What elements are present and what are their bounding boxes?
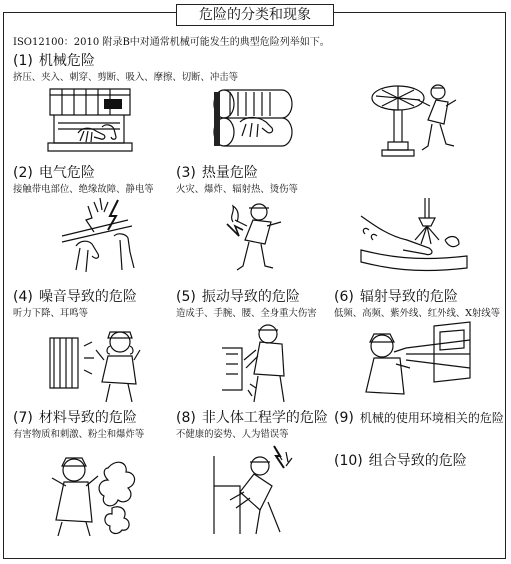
category-name: 噪音导致的危险 — [38, 289, 137, 305]
page-title: 危险的分类和现象 — [176, 4, 334, 26]
press-machine-illustration — [44, 85, 136, 157]
category-vibration — [176, 289, 317, 320]
category-number: (10) — [334, 453, 363, 469]
ergonomic-posture-illustration — [210, 446, 300, 536]
category-description: 造成手、手腕、腰、全身重大伤害 — [176, 308, 317, 319]
category-name: 组合导致的危险 — [368, 453, 467, 469]
category-description: 火灾、爆炸、辐射热、烫伤等 — [176, 184, 298, 195]
category-description: 挤压、夹入、刺穿、剪断、吸入、摩擦、切断、冲击等 — [13, 72, 239, 83]
category-number: (5) — [176, 289, 196, 305]
category-name: 机械危险 — [38, 53, 95, 69]
hot-surface-illustration — [355, 196, 475, 276]
vibration-worker-illustration — [218, 320, 298, 404]
category-number: (2) — [13, 165, 33, 181]
category-combination — [334, 453, 467, 469]
category-description: 接触带电部位、绝缘故障、静电等 — [13, 184, 154, 195]
category-thermal — [176, 165, 298, 196]
category-name: 热量危险 — [201, 165, 258, 181]
category-name: 振动导致的危险 — [201, 289, 300, 305]
category-description: 低频、高频、紫外线、红外线、X射线等 — [334, 308, 501, 319]
category-mechanical — [13, 53, 238, 84]
category-environment — [334, 410, 504, 426]
category-name: 非人体工程学的危险 — [201, 410, 328, 426]
category-number: (3) — [176, 165, 196, 181]
category-electrical — [13, 165, 154, 196]
category-number: (8) — [176, 410, 196, 426]
category-material — [13, 410, 144, 441]
category-description: 有害物质和刺激、粉尘和爆炸等 — [13, 429, 145, 440]
heat-worker-illustration — [225, 196, 291, 276]
rotating-machine-worker-illustration — [368, 80, 468, 164]
intro-text: ISO12100：2010 附录B中对通常机械可能发生的典型危险列举如下。 — [13, 37, 330, 48]
radiation-worker-illustration — [360, 318, 472, 402]
category-description: 不健康的姿势、人为错误等 — [176, 429, 289, 440]
category-radiation — [334, 289, 500, 320]
category-noise — [13, 289, 137, 320]
noise-worker-illustration — [44, 322, 144, 404]
category-name: 电气危险 — [38, 165, 95, 181]
category-number: (9) — [334, 410, 354, 426]
category-name: 辐射导致的危险 — [359, 289, 458, 305]
category-number: (4) — [13, 289, 33, 305]
category-number: (7) — [13, 410, 33, 426]
category-name: 机械的使用环境相关的危险 — [359, 411, 504, 425]
category-description: 听力下降、耳鸣等 — [13, 308, 89, 319]
roller-illustration — [210, 82, 292, 158]
category-number: (6) — [334, 289, 354, 305]
category-number: (1) — [13, 53, 33, 69]
hazardous-material-illustration — [38, 448, 148, 538]
category-name: 材料导致的危险 — [38, 410, 137, 426]
category-ergonomic — [176, 410, 328, 441]
electric-shock-illustration — [58, 196, 148, 276]
